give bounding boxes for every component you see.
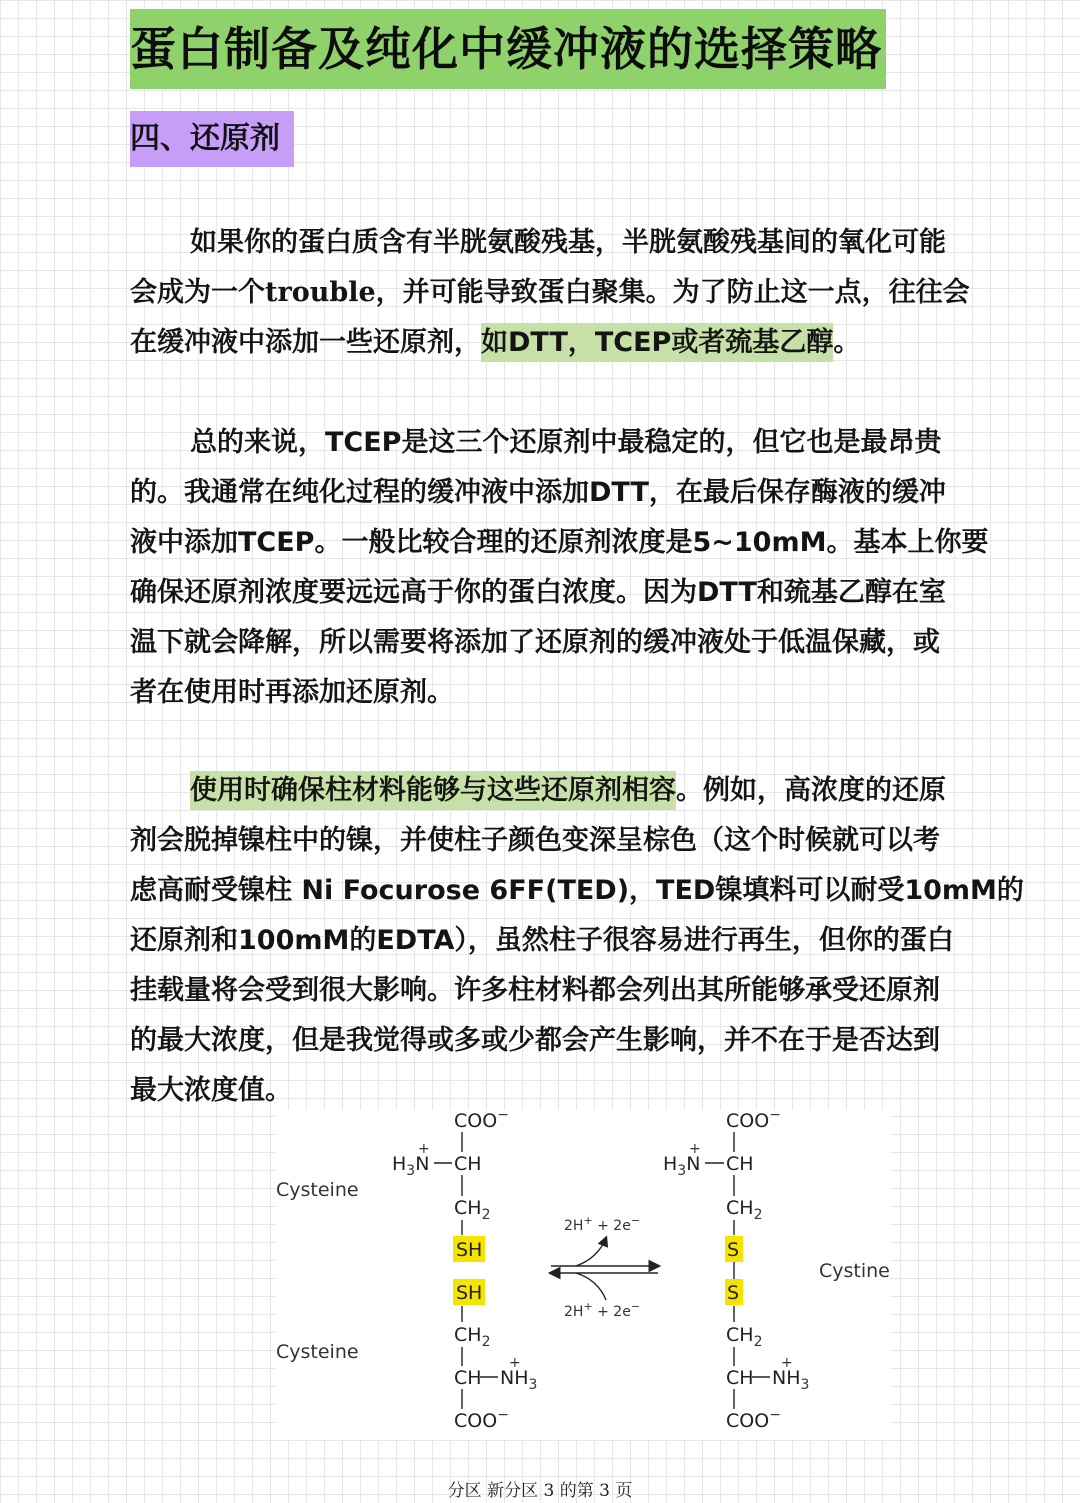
paragraph-3-line-1	[130, 766, 1016, 816]
paragraph-3-line-7: 最大浓度值。	[130, 1075, 292, 1106]
paragraph-2-line-6: 者在使用时再添加还原剂。	[130, 677, 454, 708]
paragraph-1-line-3	[130, 318, 1016, 368]
svg-text:2H+ + 2e−	[564, 1300, 640, 1320]
sub-3: 3	[406, 1163, 416, 1179]
reagent-mid: + 2e	[592, 1218, 631, 1234]
paragraph-3-line-3: 虑高耐受镍柱 Ni Focurose 6FF(TED)，TED镍填料可以耐受10mM的	[130, 875, 1024, 906]
ch-text: CH	[726, 1367, 754, 1389]
minus-sign: −	[497, 1110, 509, 1123]
coo-text: COO	[726, 1110, 770, 1132]
page-title: 蛋白制备及纯化中缓冲液的选择策略	[130, 9, 886, 89]
minus-sign: −	[769, 1110, 781, 1123]
text: trouble	[265, 277, 376, 308]
sh-top: SH	[456, 1239, 483, 1261]
highlight: 使用时确保柱材料能够与这些还原剂相容	[190, 771, 676, 810]
paragraph-2-line-3: 液中添加TCEP。一般比较合理的还原剂浓度是5~10mM。基本上你要	[130, 527, 989, 558]
sub-3: 3	[677, 1163, 687, 1179]
ch-text: CH	[454, 1324, 482, 1346]
cystine-label: Cystine	[819, 1260, 890, 1282]
plus-sign: +	[781, 1355, 793, 1371]
right-molecule	[663, 1110, 809, 1432]
coo-text: COO	[454, 1110, 498, 1132]
paragraph-3-line-2: 剂会脱掉镍柱中的镍，并使柱子颜色变深呈棕色（这个时候就可以考	[130, 825, 940, 856]
paragraph-1-line-2	[130, 268, 1016, 318]
minus-sign: −	[497, 1407, 509, 1423]
minus-sign: −	[769, 1407, 781, 1423]
paragraph-3-line-5: 挂载量将会受到很大影响。许多柱材料都会列出其所能够承受还原剂	[130, 975, 940, 1006]
text: ，并可能导致蛋白聚集。为了防止这一点，往往会	[375, 277, 970, 308]
sub-2: 2	[481, 1334, 491, 1350]
coo-text: COO	[726, 1410, 770, 1432]
equilibrium-arrows	[551, 1214, 658, 1320]
svg-text:COO−	[454, 1110, 509, 1132]
paragraph-2-line-1: 总的来说，TCEP是这三个还原剂中最稳定的，但它也是最昂贵	[190, 427, 942, 458]
text: 。例如，高浓度的还原	[676, 775, 946, 806]
page-footer: 分区 新分区 3 的第 3 页	[447, 1481, 633, 1501]
reagent-bottom: 2H	[564, 1304, 584, 1320]
nh-text: NH	[772, 1367, 801, 1389]
section-heading: 四、还原剂	[130, 111, 294, 167]
ch-text: CH	[726, 1153, 754, 1175]
ch-text: CH	[726, 1197, 754, 1219]
cysteine-bottom-label: Cysteine	[276, 1341, 359, 1363]
left-molecule	[392, 1110, 537, 1432]
sub-3: 3	[800, 1377, 810, 1393]
svg-text:COO−	[454, 1407, 509, 1432]
text: 。	[833, 327, 861, 358]
sub-2: 2	[481, 1207, 491, 1223]
s-top: S	[727, 1239, 740, 1261]
highlight: 如DTT，TCEP或者巯基乙醇	[481, 323, 833, 362]
sub-2: 2	[753, 1207, 763, 1223]
plus-sign: +	[583, 1300, 593, 1313]
paragraph-2	[130, 418, 1016, 718]
h-text: H	[392, 1153, 407, 1175]
paragraph-1	[130, 218, 1016, 368]
paragraph-2-line-5: 温下就会降解，所以需要将添加了还原剂的缓冲液处于低温保藏，或	[130, 627, 940, 658]
minus-sign: −	[630, 1214, 641, 1227]
paragraph-3-line-6: 的最大浓度，但是我觉得或多或少都会产生影响，并不在于是否达到	[130, 1025, 940, 1056]
svg-text:CH2	[454, 1197, 490, 1223]
sh-bottom: SH	[456, 1282, 483, 1304]
svg-text:2H+ + 2e−	[564, 1214, 640, 1234]
nh-text: NH	[500, 1367, 529, 1389]
text: 会成为一个	[130, 277, 265, 308]
paragraph-2-line-2: 的。我通常在纯化过程的缓冲液中添加DTT，在最后保存酶液的缓冲	[130, 477, 946, 508]
svg-text:CH2	[454, 1324, 490, 1350]
cysteine-cystine-diagram	[276, 1110, 890, 1440]
coo-text: COO	[454, 1410, 498, 1432]
paragraph-3-line-4: 还原剂和100mM的EDTA），虽然柱子很容易进行再生，但你的蛋白	[130, 925, 954, 956]
sub-3: 3	[528, 1377, 538, 1393]
reagent-top: 2H	[564, 1218, 584, 1234]
n-text: N	[686, 1153, 701, 1175]
cysteine-top-label: Cysteine	[276, 1179, 359, 1201]
plus-sign: +	[583, 1214, 593, 1227]
ch-text: CH	[726, 1324, 754, 1346]
paragraph-3	[130, 766, 1024, 1116]
plus-sign: +	[689, 1141, 701, 1157]
n-text: N	[415, 1153, 430, 1175]
svg-text:COO−	[726, 1110, 781, 1132]
reagent-mid: + 2e	[592, 1304, 631, 1320]
s-bottom: S	[727, 1282, 740, 1304]
plus-sign: +	[418, 1141, 430, 1157]
svg-text:CH2	[726, 1197, 762, 1223]
reaction-diagram-svg	[276, 1110, 890, 1440]
svg-text:COO−	[726, 1407, 781, 1432]
ch-text: CH	[454, 1197, 482, 1219]
svg-text:CH2	[726, 1324, 762, 1350]
h-text: H	[663, 1153, 678, 1175]
sub-2: 2	[753, 1334, 763, 1350]
ch-text: CH	[454, 1153, 482, 1175]
paragraph-1-line-1: 如果你的蛋白质含有半胱氨酸残基，半胱氨酸残基间的氧化可能	[190, 227, 946, 258]
plus-sign: +	[509, 1355, 521, 1371]
ch-text: CH	[454, 1367, 482, 1389]
minus-sign: −	[630, 1300, 641, 1313]
paragraph-2-line-4: 确保还原剂浓度要远远高于你的蛋白浓度。因为DTT和巯基乙醇在室	[130, 577, 946, 608]
text: 在缓冲液中添加一些还原剂，	[130, 327, 481, 358]
